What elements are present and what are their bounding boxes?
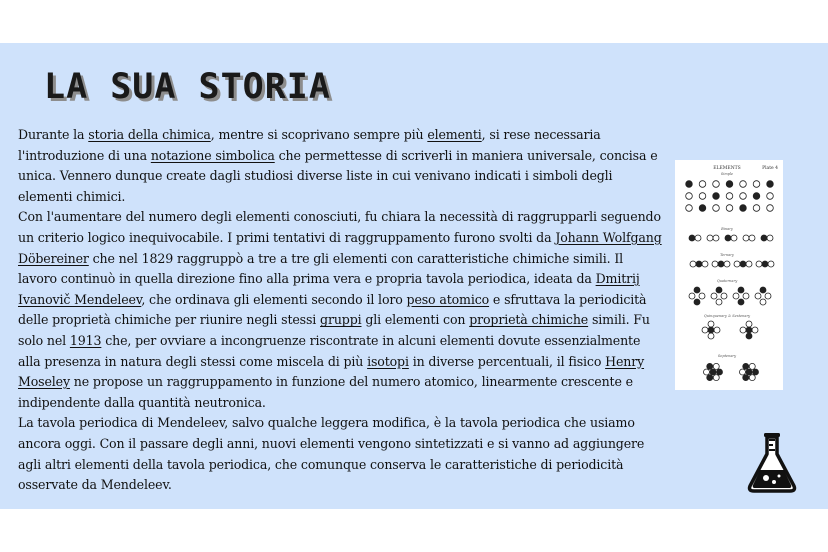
atom-symbol xyxy=(765,293,771,299)
atom-symbol xyxy=(762,261,768,267)
atom-symbol xyxy=(749,235,755,241)
atom-symbol xyxy=(695,235,701,241)
plate-section-label: Binary xyxy=(721,227,733,231)
atom-symbol xyxy=(694,299,700,305)
atom-symbol xyxy=(707,235,713,241)
atom-symbol xyxy=(686,205,693,212)
atom-symbol xyxy=(743,293,749,299)
text-link[interactable]: storia della chimica xyxy=(88,127,211,142)
atom-symbol xyxy=(731,235,737,241)
paragraph-text: che nel 1829 raggruppò a tre a tre gli elementi con caratteristiche chimiche simili. Il lavoro continuò in quella direzione fino alla prima vera e propria tavola periodica, ideata da xyxy=(18,250,624,287)
atom-symbol xyxy=(767,193,774,200)
atom-symbol xyxy=(708,327,714,333)
atom-symbol xyxy=(746,327,752,333)
atom-symbol xyxy=(768,261,774,267)
atom-symbol xyxy=(716,287,722,293)
atom-symbol xyxy=(699,193,706,200)
atom-symbol xyxy=(689,235,695,241)
paragraph-text: che, per ovviare a incongruenze riscontrate in alcuni elementi dovute essenzialmente alla presenza in natura degli stessi come miscela di più xyxy=(18,332,641,369)
atom-symbol xyxy=(716,299,722,305)
atom-symbol xyxy=(738,287,744,293)
atom-symbol xyxy=(749,375,755,381)
atom-symbol xyxy=(717,369,723,375)
atom-symbol xyxy=(686,193,693,200)
atom-symbol xyxy=(711,293,717,299)
atom-symbol xyxy=(726,181,733,188)
atom-symbol xyxy=(756,261,762,267)
atom-symbol xyxy=(694,287,700,293)
atom-symbol xyxy=(734,261,740,267)
atom-symbol xyxy=(686,181,693,188)
atom-symbol xyxy=(746,261,752,267)
plate-label: Plate 4 xyxy=(762,166,778,171)
text-link[interactable]: peso atomico xyxy=(406,291,490,307)
atom-symbol xyxy=(713,363,719,369)
paragraph-text: Durante la xyxy=(18,127,89,142)
atom-symbol xyxy=(721,293,727,299)
atom-symbol xyxy=(708,321,714,327)
atom-symbol xyxy=(740,369,746,375)
atom-symbol xyxy=(743,375,749,381)
atom-symbol xyxy=(726,193,733,200)
atom-symbol xyxy=(699,205,706,212)
text-link[interactable]: isotopi xyxy=(367,353,409,369)
paragraph xyxy=(18,207,664,413)
atom-symbol xyxy=(752,327,758,333)
atom-symbol xyxy=(713,193,720,200)
atom-symbol xyxy=(746,369,752,375)
dalton-elements-plate xyxy=(675,160,783,390)
atom-symbol xyxy=(699,293,705,299)
atom-symbol xyxy=(704,369,710,375)
atom-symbol xyxy=(740,327,746,333)
text-link[interactable]: 1913 xyxy=(69,332,102,348)
plate-subheading: Simple xyxy=(720,172,734,176)
text-link[interactable]: Dmitrij Ivanovič Mendeleev xyxy=(18,271,640,307)
atom-symbol xyxy=(714,327,720,333)
atom-symbol xyxy=(767,235,773,241)
atom-symbol xyxy=(740,205,747,212)
paragraph-text: in diverse percentuali, il fisico xyxy=(408,353,606,369)
atom-symbol xyxy=(708,333,714,339)
body-text xyxy=(18,125,664,496)
paragraph-text: che permettesse di scriverli in maniera universale, concisa e unica. Vennero dunque create dagli studiosi diverse liste in cui venivano indicati i simboli degli elementi chimici. xyxy=(18,147,658,204)
atom-symbol xyxy=(689,293,695,299)
atom-symbol xyxy=(724,261,730,267)
paragraph xyxy=(18,413,664,495)
slide xyxy=(0,43,828,509)
plate-heading: ELEMENTS xyxy=(713,166,741,171)
atom-symbol xyxy=(753,205,760,212)
paragraph-text: gli elementi con xyxy=(361,312,470,328)
atom-symbol xyxy=(743,235,749,241)
atom-symbol xyxy=(753,369,759,375)
atom-symbol xyxy=(713,181,720,188)
atom-symbol xyxy=(690,261,696,267)
text-link[interactable]: Johann Wolfgang Döbereiner xyxy=(18,229,662,266)
plate-section-label: Quinquenary & Sextenary xyxy=(703,314,751,318)
atom-symbol xyxy=(726,205,733,212)
paragraph-text: ne propose un raggruppamento in funzione del numero atomico, linearmente crescente e indipendente dalla quantità neutronica. xyxy=(18,374,633,410)
paragraph-text: simili. Fu solo nel xyxy=(18,312,650,348)
atom-symbol xyxy=(718,261,724,267)
paragraph-text: La tavola periodica di Mendeleev, salvo qualche leggera modifica, è la tavola periodica che usiamo ancora oggi. Con il passare degli anni, nuovi elementi vengono sintetizzati e si vanno ad aggiungere agli altri elementi della tavola periodica, che comunque conserva le caratteristiche di periodicità osservate da Mendeleev. xyxy=(18,415,645,493)
atom-symbol xyxy=(713,205,720,212)
atom-symbol xyxy=(760,299,766,305)
atom-symbol xyxy=(713,235,719,241)
atom-symbol xyxy=(761,235,767,241)
plate-section-label: Ternary xyxy=(720,253,734,257)
atom-symbol xyxy=(753,181,760,188)
atom-symbol xyxy=(746,333,752,339)
atom-symbol xyxy=(753,193,760,200)
atom-symbol xyxy=(725,235,731,241)
atom-symbol xyxy=(738,299,744,305)
flask-icon xyxy=(744,430,800,494)
paragraph-text: e sfruttava la periodicità delle proprietà chimiche per riunire negli stessi xyxy=(18,291,647,328)
atom-symbol xyxy=(702,327,708,333)
slide-title: LA SUA STORIA xyxy=(44,67,331,107)
text-link[interactable]: elementi xyxy=(427,127,482,142)
atom-symbol xyxy=(767,181,774,188)
paragraph-text: Con l'aumentare del numero degli elementi conosciuti, fu chiara la necessità di raggrupparli seguendo un criterio logico inequivocabile. I primi tentativi di raggruppamento furono svolti da xyxy=(18,209,661,245)
paragraph-text: , mentre si scoprivano sempre più xyxy=(210,127,428,142)
atom-symbol xyxy=(740,261,746,267)
plate-illustration xyxy=(675,160,783,390)
atom-symbol xyxy=(749,363,755,369)
atom-symbol xyxy=(707,375,713,381)
text-link[interactable]: Henry Moseley xyxy=(18,353,645,390)
atom-symbol xyxy=(755,293,761,299)
atom-symbol xyxy=(696,261,702,267)
plate-section-label: Quaternary xyxy=(716,279,738,283)
atom-symbol xyxy=(707,363,713,369)
plate-section-label: Septenary xyxy=(717,354,737,358)
atom-symbol xyxy=(702,261,708,267)
atom-symbol xyxy=(767,205,774,212)
atom-symbol xyxy=(710,369,716,375)
paragraph xyxy=(18,125,664,207)
atom-symbol xyxy=(760,287,766,293)
atom-symbol xyxy=(740,193,747,200)
atom-symbol xyxy=(743,363,749,369)
paragraph-text: , che ordinava gli elementi secondo il loro xyxy=(141,291,407,307)
atom-symbol xyxy=(740,181,747,188)
atom-symbol xyxy=(713,375,719,381)
text-link[interactable]: proprietà chimiche xyxy=(469,312,589,328)
paragraph-text: , si rese necessaria l'introduzione di una xyxy=(18,127,601,163)
text-link[interactable]: notazione simbolica xyxy=(150,147,275,163)
atom-symbol xyxy=(733,293,739,299)
atom-symbol xyxy=(699,181,706,188)
atom-symbol xyxy=(712,261,718,267)
text-link[interactable]: gruppi xyxy=(320,312,362,328)
atom-symbol xyxy=(746,321,752,327)
